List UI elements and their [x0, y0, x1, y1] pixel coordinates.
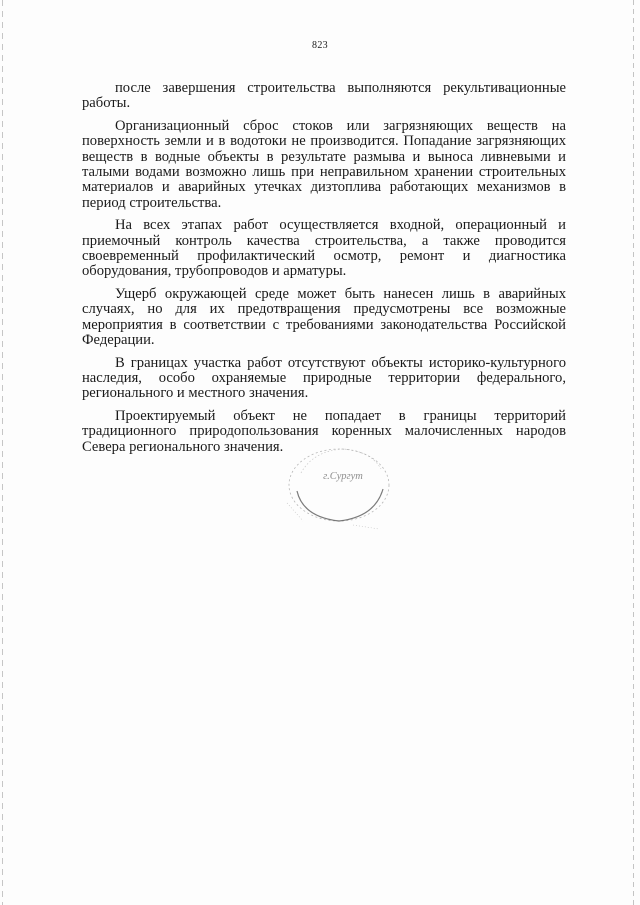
- paragraph-5: В границах участка работ отсутствуют объекты историко-культурного наследия, особо охраняемые природные территории федерального, регионального и местного значения.: [82, 354, 566, 402]
- svg-text:г.Сургут: г.Сургут: [323, 471, 363, 482]
- scan-edge-right: [633, 0, 634, 905]
- seal-stamp: [283, 443, 395, 533]
- body-text: [82, 81, 566, 462]
- paragraph-1: после завершения строительства выполняются рекультивационные работы.: [82, 80, 566, 112]
- paragraph-6: Проектируемый объект не попадает в границы территорий традиционного природопользования коренных малочисленных народов Севера регионального значения.: [82, 407, 566, 455]
- page-number: 823: [312, 40, 328, 51]
- paragraph-4: Ущерб окружающей среде может быть нанесен лишь в аварийных случаях, но для их предотвращения предусмотрены все возможные мероприятия в соответствии с требованиями законодательства Российской Федерации.: [82, 285, 566, 349]
- paragraph-3: На всех этапах работ осуществляется входной, операционный и приемочный контроль качества строительства, а также проводится своевременный профилактический осмотр, ремонт и диагностика оборудования, трубопроводов и арматуры.: [82, 217, 566, 280]
- paragraph-2: Организационный сброс стоков или загрязняющих веществ на поверхность земли и в водотоки не производится. Попадание загрязняющих веществ в водные объекты в результате размыва и выноса ливневыми и талыми водами возможно лишь при неправильном хранении строительных материалов и аварийных утечках дизтоплива работающих механизмов в период строительства.: [82, 117, 566, 211]
- scan-edge-left: [2, 0, 3, 905]
